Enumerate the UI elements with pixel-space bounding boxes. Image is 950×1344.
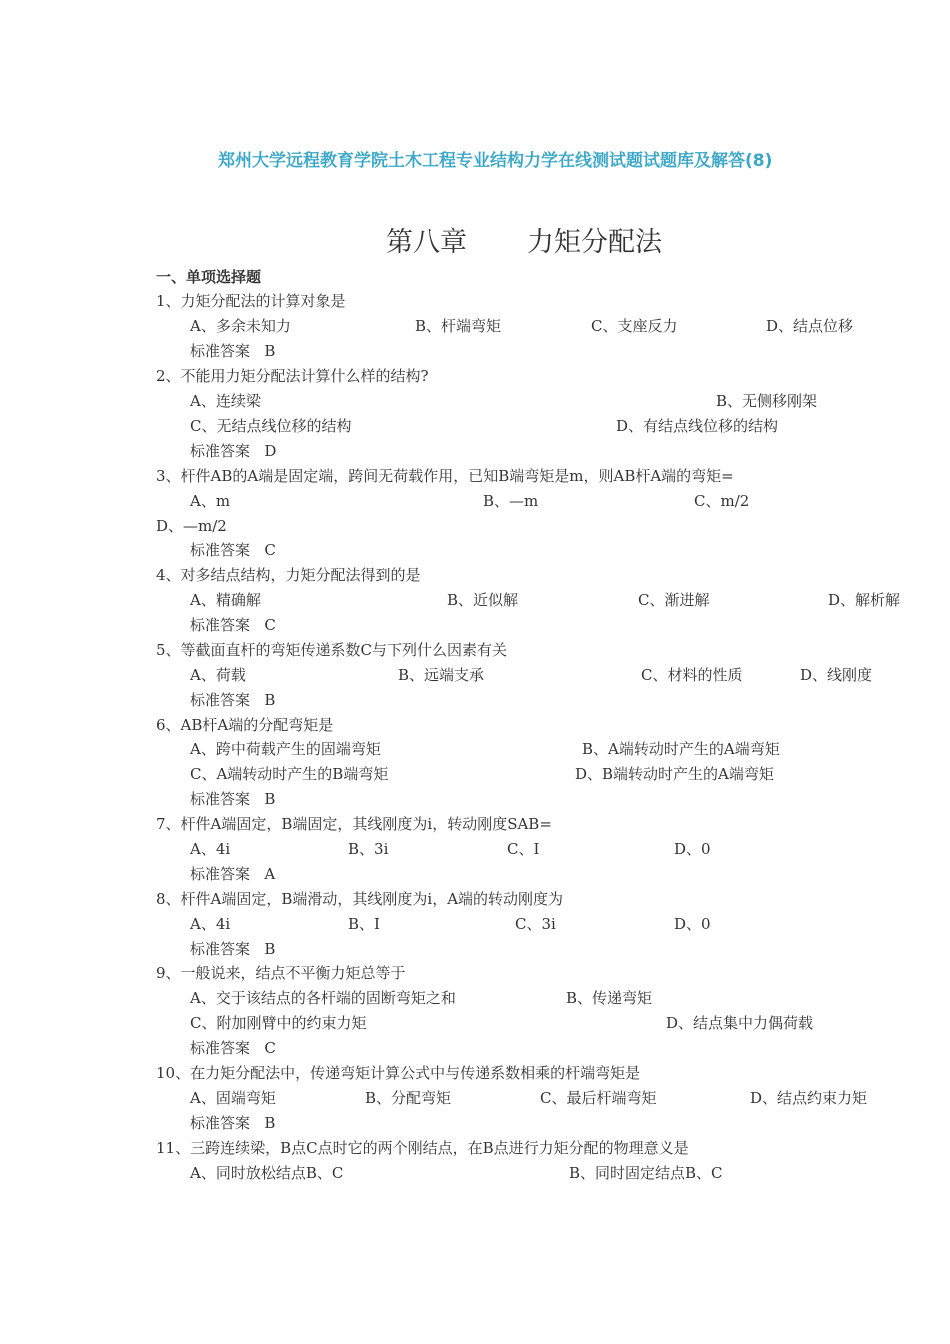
question-stem: 1、力矩分配法的计算对象是: [156, 292, 346, 310]
option: A、固端弯矩: [190, 1089, 276, 1107]
option: B、分配弯矩: [365, 1089, 452, 1107]
option: C、I: [507, 840, 540, 858]
option: D、结点位移: [766, 317, 854, 335]
answer-label: 标准答案: [190, 790, 251, 808]
question-stem: 9、一般说来，结点不平衡力矩总等于: [156, 964, 406, 982]
answer-value: C: [264, 1039, 276, 1057]
answer-line: [190, 341, 275, 361]
question-stem: 7、杆件A端固定，B端固定，其线刚度为i，转动刚度SAB=: [156, 815, 552, 833]
answer-label: 标准答案: [190, 865, 251, 883]
answer-value: A: [264, 865, 276, 883]
option: C、支座反力: [591, 317, 678, 335]
answer-line: [190, 939, 275, 959]
question-stem: 3、杆件AB的A端是固定端，跨间无荷载作用，已知B端弯矩是m，则AB杆A端的弯矩=: [156, 467, 734, 485]
answer-label: 标准答案: [190, 1114, 251, 1132]
option: B、3i: [348, 840, 389, 858]
answer-value: B: [264, 790, 276, 808]
question-stem: 10、在力矩分配法中，传递弯矩计算公式中与传递系数相乘的杆端弯矩是: [156, 1064, 641, 1082]
option: A、连续梁: [190, 392, 261, 410]
question-stem: 8、杆件A端固定，B端滑动，其线刚度为i，A端的转动刚度为: [156, 890, 564, 908]
option: A、交于该结点的各杆端的固断弯矩之和: [190, 989, 456, 1007]
document-title: 郑州大学远程教育学院土木工程专业结构力学在线测试题试题库及解答(8): [218, 151, 773, 171]
answer-value: B: [264, 691, 276, 709]
option: D、—m/2: [156, 517, 227, 535]
option: C、无结点线位移的结构: [190, 417, 352, 435]
option: B、I: [348, 915, 380, 933]
option: A、4i: [190, 840, 231, 858]
option: C、3i: [515, 915, 556, 933]
question-stem: 2、不能用力矩分配法计算什么样的结构?: [156, 367, 429, 385]
question-stem: 11、三跨连续梁，B点C点时它的两个刚结点，在B点进行力矩分配的物理意义是: [156, 1139, 689, 1157]
option: D、结点约束力矩: [750, 1089, 868, 1107]
option: A、4i: [190, 915, 231, 933]
option: C、最后杆端弯矩: [540, 1089, 657, 1107]
answer-value: C: [264, 541, 276, 559]
answer-value: B: [264, 1114, 276, 1132]
answer-label: 标准答案: [190, 1039, 251, 1057]
question-stem: 5、等截面直杆的弯矩传递系数C与下列什么因素有关: [156, 641, 508, 659]
answer-label: 标准答案: [190, 691, 251, 709]
option: B、A端转动时产生的A端弯矩: [582, 740, 780, 758]
option: B、近似解: [447, 591, 519, 609]
answer-line: [190, 1038, 276, 1058]
answer-label: 标准答案: [190, 541, 251, 559]
option: C、m/2: [694, 492, 750, 510]
option: A、多余未知力: [190, 317, 291, 335]
option: A、精确解: [190, 591, 261, 609]
answer-value: B: [264, 940, 276, 958]
option: D、有结点线位移的结构: [616, 417, 779, 435]
answer-line: [190, 615, 276, 635]
option: C、附加刚臂中的约束力矩: [190, 1014, 367, 1032]
option: B、无侧移刚架: [716, 392, 818, 410]
chapter-name: 力矩分配法: [527, 227, 662, 258]
answer-label: 标准答案: [190, 940, 251, 958]
option: B、同时固定结点B、C: [569, 1164, 723, 1182]
answer-label: 标准答案: [190, 616, 251, 634]
answer-line: [190, 690, 275, 710]
answer-line: [190, 864, 275, 884]
option: A、跨中荷载产生的固端弯矩: [190, 740, 381, 758]
answer-label: 标准答案: [190, 442, 251, 460]
answer-value: C: [264, 616, 276, 634]
answer-line: [190, 1113, 275, 1133]
question-stem: 6、AB杆A端的分配弯矩是: [156, 716, 334, 734]
option: D、线刚度: [800, 666, 873, 684]
question-stem: 4、对多结点结构，力矩分配法得到的是: [156, 566, 421, 584]
option: D、结点集中力偶荷载: [666, 1014, 814, 1032]
chapter-heading: [386, 220, 662, 259]
answer-value: D: [264, 442, 277, 460]
answer-label: 标准答案: [190, 342, 251, 360]
option: D、解析解: [828, 591, 901, 609]
answer-line: [190, 789, 275, 809]
option: B、远端支承: [398, 666, 485, 684]
option: C、材料的性质: [641, 666, 743, 684]
option: A、同时放松结点B、C: [190, 1164, 344, 1182]
answer-line: [190, 540, 276, 560]
option: B、杆端弯矩: [415, 317, 502, 335]
answer-line: [190, 441, 276, 461]
option: D、0: [674, 840, 711, 858]
option: B、传递弯矩: [566, 989, 653, 1007]
option: D、B端转动时产生的A端弯矩: [575, 765, 774, 783]
option: C、A端转动时产生的B端弯矩: [190, 765, 389, 783]
chapter-number: 第八章: [386, 227, 467, 258]
option: A、m: [190, 492, 231, 510]
option: D、0: [674, 915, 711, 933]
option: A、荷载: [190, 666, 246, 684]
option: B、—m: [483, 492, 539, 510]
section-title: 一、单项选择题: [156, 268, 262, 286]
answer-value: B: [264, 342, 276, 360]
option: C、渐进解: [638, 591, 710, 609]
